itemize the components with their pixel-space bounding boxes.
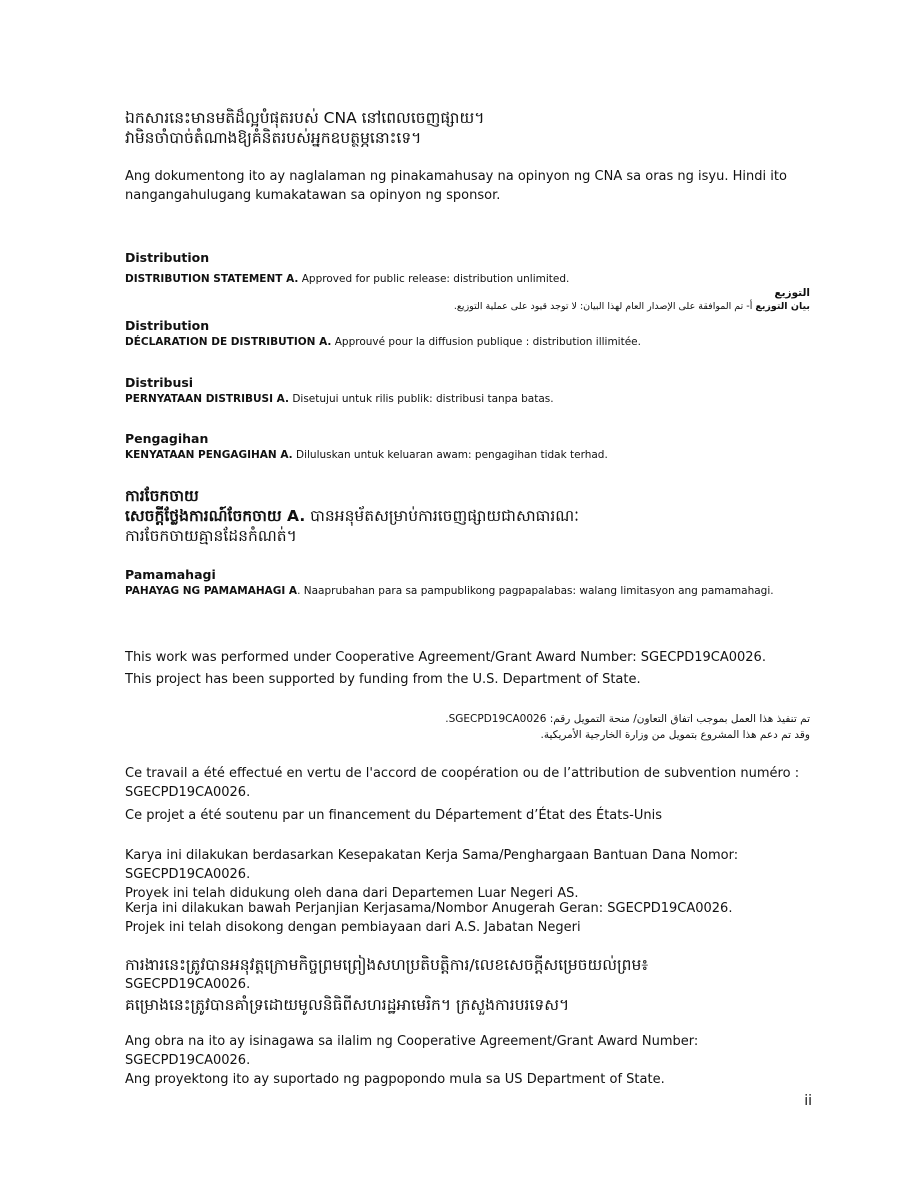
distribution-french: Distribution DÉCLARATION DE DISTRIBUTION A. Approuvé pour la diffusion publique : distribution illimitée.: [125, 318, 641, 348]
funding-english: This work was performed under Cooperative Agreement/Grant Award Number: SGECPD19CA0026. This project has been supported by funding from the U.S. Department of State.: [125, 650, 766, 687]
disclaimer-tagalog: Ang dokumentong ito ay naglalaman ng pinakamahusay na opinyon ng CNA sa oras ng isyu. Hindi ito nangangahulugang kumakatawan sa opinyon ng sponsor.: [125, 169, 787, 203]
funding-arabic: تم تنفيذ هذا العمل بموجب اتفاق التعاون/ منحة التمويل رقم: SGECPD19CA0026. وقد تم دعم هذا المشروع بتمويل من وزارة الخارجية الأمريكية.: [445, 713, 810, 741]
distribution-english: Distribution DISTRIBUTION STATEMENT A. Approved for public release: distribution unlimited.: [125, 250, 570, 285]
distribution-tagalog: Pamamahagi PAHAYAG NG PAMAMAHAGI A. Naaprubahan para sa pampublikong pagpapalabas: walang limitasyon ang pamamahagi.: [125, 567, 774, 597]
funding-khmer: ការងារនេះត្រូវបានអនុវត្តក្រោមកិច្ចព្រមព្រៀងសហប្រតិបត្តិការ/លេខសេចក្តីសម្រេចយល់ព្រម៖ SGECPD19CA0026. គម្រោងនេះត្រូវបានគាំទ្រដោយមូលនិធិពីសហរដ្ឋអាមេរិក។ ក្រសួងការបរទេស។: [125, 956, 649, 1014]
funding-tagalog: Ang obra na ito ay isinagawa sa ilalim ng Cooperative Agreement/Grant Award Number: SGECPD19CA0026. Ang proyektong ito ay suportado ng pagpopondo mula sa US Department of State.: [125, 1034, 699, 1087]
disclaimer-khmer: ឯកសារនេះមានមតិដ៏ល្អបំផុតរបស់ CNA នៅពេលចេញផ្សាយ។ វាមិនចាំបាច់តំណាងឱ្យគំនិតរបស់អ្នកឧបត្ថម្ភនោះទេ។: [125, 109, 485, 147]
funding-malay: Kerja ini dilakukan bawah Perjanjian Kerjasama/Nombor Anugerah Geran: SGECPD19CA0026. Projek ini telah disokong dengan pembiayaan dari A.S. Jabatan Negeri: [125, 901, 733, 935]
distribution-arabic: التوزيع بيان التوزيع أ- تم الموافقة على الإصدار العام لهذا البيان: لا توجد قيود على عملية التوزيع.: [453, 287, 810, 312]
page-number: ii: [804, 1093, 812, 1109]
funding-indonesian: Karya ini dilakukan berdasarkan Kesepakatan Kerja Sama/Penghargaan Bantuan Dana Nomor: SGECPD19CA0026. Proyek ini telah didukung oleh dana dari Departemen Luar Negeri AS.: [125, 848, 739, 901]
distribution-indonesian: Distribusi PERNYATAAN DISTRIBUSI A. Disetujui untuk rilis publik: distribusi tanpa batas.: [125, 375, 554, 405]
distribution-khmer: ការចែកចាយ សេចក្តីថ្លែងការណ៍ចែកចាយ A. បានអនុម័តសម្រាប់ការចេញផ្សាយជាសាធារណៈ ការចែកចាយគ្មានដែនកំណត់។: [125, 487, 579, 545]
distribution-malay: Pengagihan KENYATAAN PENGAGIHAN A. Diluluskan untuk keluaran awam: pengagihan tidak terhad.: [125, 431, 608, 461]
funding-french: Ce travail a été effectué en vertu de l'accord de coopération ou de l’attribution de subvention numéro : SGECPD19CA0026. Ce projet a été soutenu par un financement du Département d’État des États-Unis: [125, 766, 800, 823]
